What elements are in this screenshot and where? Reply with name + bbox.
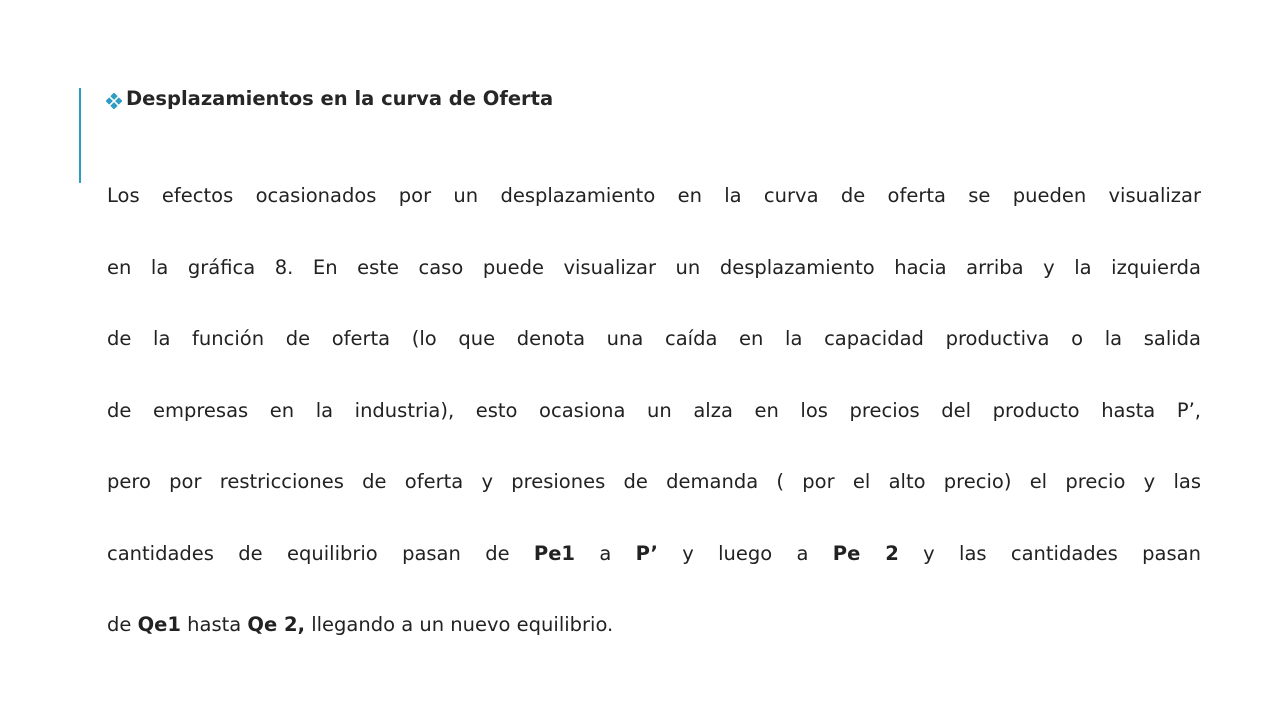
accent-bar [79,88,81,183]
bold-term-pe2: Pe 2 [832,541,899,565]
text-run: cantidades de equilibrio pasan de [107,541,534,565]
text-run: llegando a un nuevo equilibrio. [305,613,614,636]
paragraph-line: de empresas en la industria), esto ocasiona un alza en los precios del producto hasta P’, [107,398,1201,422]
bold-term-pe1: Pe1 [533,541,575,565]
body-paragraph [107,160,1201,661]
text-run: y las cantidades pasan [898,541,1201,565]
bold-term-qe1: Qe1 [137,613,181,636]
diamond-bullet-icon [106,91,122,107]
section-heading [106,87,553,110]
text-run: a [575,541,636,565]
bold-term-p-prime: P’ [635,541,658,565]
paragraph-line [107,518,1201,590]
paragraph-line: pero por restricciones de oferta y presiones de demanda ( por el alto precio) el precio y las [107,470,1201,493]
paragraph-line [107,589,1201,661]
paragraph-line: Los efectos ocasionados por un desplazamiento en la curva de oferta se pueden visualizar [107,184,1201,207]
section-heading-text: Desplazamientos en la curva de Oferta [126,87,554,110]
paragraph-line: de la función de oferta (lo que denota una caída en la capacidad productiva o la salida [107,327,1201,350]
bold-term-qe2: Qe 2, [247,613,305,636]
text-run: y luego a [657,541,833,565]
paragraph-line: en la gráfica 8. En este caso puede visualizar un desplazamiento hacia arriba y la izquierda [107,255,1201,279]
text-run: de [107,613,138,636]
text-run: hasta [180,613,248,636]
